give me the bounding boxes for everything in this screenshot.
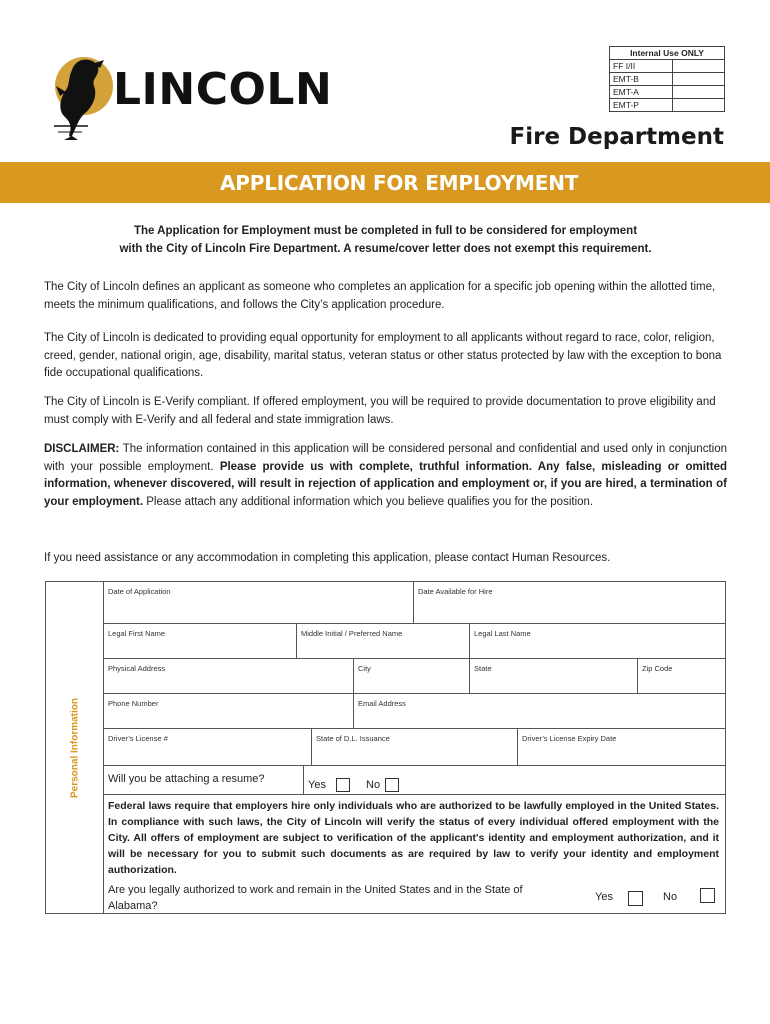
resume-no-label: No	[366, 779, 381, 791]
disclaimer-label: DISCLAIMER:	[44, 443, 120, 455]
resume-no-checkbox[interactable]	[385, 778, 399, 792]
field-label: Driver’s License Expiry Date	[522, 734, 617, 743]
internal-use-box[interactable]	[673, 86, 725, 99]
state-field[interactable]	[470, 659, 638, 694]
department-title: Fire Department	[509, 124, 724, 150]
internal-use-row: EMT-P	[610, 99, 673, 112]
internal-use-row: EMT-B	[610, 73, 673, 86]
authorized-yes-label: Yes	[595, 891, 613, 903]
federal-law-notice: Federal laws require that employers hire only individuals who are authorized to be lawfully employed in the United States. In compliance with such laws, the City of Lincoln will verify the status of every individual offered employment with the City. All offers of employment are subject to verification of the applicant's identity and employment authorization, and it will be necessary for you to submit such documents as are required by law to verify your identity and employment authorization.	[108, 800, 719, 876]
internal-use-table	[609, 46, 725, 112]
internal-use-box[interactable]	[673, 73, 725, 86]
section-sidebar	[46, 582, 104, 913]
drivers-license-field[interactable]	[104, 729, 312, 766]
disclaimer-warning: Please provide us with complete, truthful information. Any false, misleading or omitted information, whenever discovered, will result in rejection of application and employment or, if you are hired, a termination of your employment.	[44, 460, 727, 508]
internal-use-box[interactable]	[673, 99, 725, 112]
date-of-application-field[interactable]	[104, 582, 414, 624]
lincoln-logo	[48, 52, 333, 140]
field-label: Email Address	[358, 699, 406, 708]
field-label: Middle Initial / Preferred Name	[301, 629, 403, 638]
date-available-field[interactable]	[414, 582, 725, 624]
legal-last-name-field[interactable]	[470, 624, 725, 659]
middle-initial-field[interactable]	[297, 624, 470, 659]
authorized-no-checkbox[interactable]	[700, 888, 715, 903]
internal-use-row: EMT-A	[610, 86, 673, 99]
field-label: City	[358, 664, 371, 673]
intro-line: The Application for Employment must be completed in full to be considered for employment	[133, 225, 638, 237]
intro-requirement	[44, 222, 727, 258]
disclaimer-text: The information contained in this application will be considered personal and confidential and used only in conjunction with your possible employment.	[44, 443, 727, 473]
disclaimer	[44, 441, 727, 511]
resume-question: Will you be attaching a resume?	[108, 773, 265, 785]
internal-use-row: FF I/II	[610, 60, 673, 73]
field-label: State	[474, 664, 492, 673]
field-label: Driver’s License #	[108, 734, 168, 743]
physical-address-field[interactable]	[104, 659, 354, 694]
field-label: Date Available for Hire	[418, 587, 493, 596]
field-label: Date of Application	[108, 587, 171, 596]
legal-first-name-field[interactable]	[104, 624, 297, 659]
phone-number-field[interactable]	[104, 694, 354, 729]
page-title: APPLICATION FOR EMPLOYMENT	[220, 171, 579, 195]
authorized-yes-checkbox[interactable]	[628, 891, 643, 906]
resume-yes-checkbox[interactable]	[336, 778, 350, 792]
authorized-no-label: No	[663, 891, 678, 903]
applicant-definition: The City of Lincoln defines an applicant as someone who completes an application for a specific job opening within the allotted time, meets the minimum qualifications, and follows the City’s application procedure.	[44, 281, 716, 311]
dl-state-field[interactable]	[312, 729, 518, 766]
email-address-field[interactable]	[354, 694, 725, 729]
zip-code-field[interactable]	[638, 659, 725, 694]
everify-statement: The City of Lincoln is E-Verify compliant. If offered employment, you will be required to provide documentation to prove eligibility and must comply with E-Verify and all federal and state immigration laws.	[44, 396, 716, 426]
personal-information-form	[45, 581, 726, 914]
field-label: Phone Number	[108, 699, 159, 708]
intro-line: with the City of Lincoln Fire Department. A resume/cover letter does not exempt this requirement.	[119, 243, 652, 255]
assistance-note: If you need assistance or any accommodation in completing this application, please contact Human Resources.	[44, 552, 611, 564]
field-label: Legal First Name	[108, 629, 166, 638]
work-authorization-question: Are you legally authorized to work and remain in the United States and in the State of Alabama?	[108, 884, 523, 912]
field-label: Physical Address	[108, 664, 166, 673]
disclaimer-text: Please attach any additional information which you believe qualifies you for the position.	[143, 495, 594, 508]
field-label: Legal Last Name	[474, 629, 531, 638]
section-label: Personal Information	[69, 697, 81, 799]
resume-yes-label: Yes	[308, 779, 326, 791]
title-banner	[0, 162, 770, 203]
logo-wordmark: LINCOLN	[113, 64, 333, 115]
city-field[interactable]	[354, 659, 470, 694]
field-label: Zip Code	[642, 664, 673, 673]
equal-opportunity-statement: The City of Lincoln is dedicated to providing equal opportunity for employment to all applicants without regard to race, color, religion, creed, gender, national origin, age, disability, marital status, veteran status or other status protected by law with the exception to bona fide occupational qualifications.	[44, 332, 722, 379]
internal-use-box[interactable]	[673, 60, 725, 73]
dl-expiry-field[interactable]	[518, 729, 725, 766]
field-label: State of D.L. Issuance	[316, 734, 390, 743]
internal-use-header: Internal Use ONLY	[610, 47, 725, 60]
